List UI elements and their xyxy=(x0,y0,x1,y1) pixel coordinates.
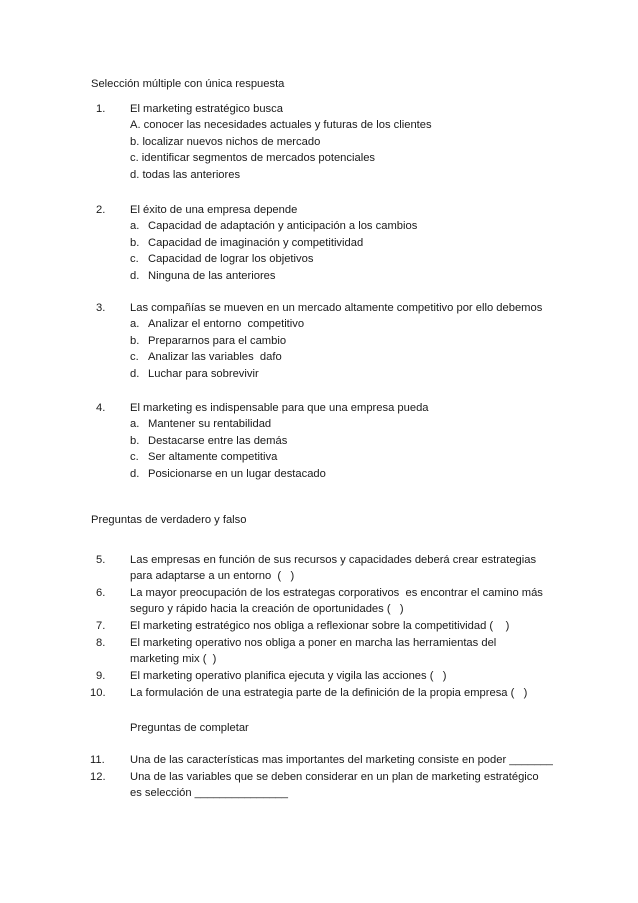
question-text: El éxito de una empresa depende xyxy=(130,204,298,216)
option-text: Ser altamente competitiva xyxy=(148,451,278,464)
question-text: El marketing es indispensable para que una empresa pueda xyxy=(130,402,429,414)
option-letter: b. xyxy=(130,236,140,249)
answer-option xyxy=(96,251,546,267)
answer-option xyxy=(96,416,546,432)
answer-option xyxy=(96,316,546,332)
question-10 xyxy=(90,685,546,701)
option-letter: c. xyxy=(130,351,139,364)
question-text: El marketing operativo nos obliga a poner en marcha las herramientas del marketing mix ( ) xyxy=(130,637,500,666)
question-text: La formulación de una estrategia parte de la definición de la propia empresa ( ) xyxy=(130,687,528,699)
answer-option: c. identificar segmentos de mercados potenciales xyxy=(130,152,376,165)
question-8 xyxy=(96,635,546,668)
question-number: 10. xyxy=(90,687,106,699)
question-number: 9. xyxy=(96,670,106,682)
answer-option xyxy=(96,218,546,234)
answer-option xyxy=(96,449,546,465)
question-number: 2. xyxy=(96,204,106,216)
question-number: 8. xyxy=(96,637,106,649)
question-number: 3. xyxy=(96,302,106,314)
question-number: 5. xyxy=(96,554,106,566)
question-text: El marketing estratégico busca xyxy=(130,103,283,115)
option-letter: d. xyxy=(130,367,140,380)
answer-option xyxy=(96,349,546,365)
option-letter: b. xyxy=(130,434,140,447)
question-4 xyxy=(96,400,546,482)
question-2 xyxy=(96,202,546,284)
question-text: La mayor preocupación de los estrategas corporativos es encontrar el camino más seguro y rápido hacia la creación de oportunidades ( ) xyxy=(130,587,547,616)
section-title-true-false: Preguntas de verdadero y falso xyxy=(91,514,247,526)
answer-option xyxy=(96,235,546,251)
question-text: Las empresas en función de sus recursos y capacidades deberá crear estrategias para adaptarse a un entorno ( ) xyxy=(130,554,540,583)
question-3 xyxy=(96,300,546,382)
answer-option xyxy=(96,268,546,284)
question-number: 6. xyxy=(96,587,106,599)
question-6 xyxy=(96,585,546,618)
question-7 xyxy=(96,618,546,634)
option-letter: b. xyxy=(130,334,140,347)
answer-option: b. localizar nuevos nichos de mercado xyxy=(130,135,321,148)
question-number: 7. xyxy=(96,620,106,632)
answer-option: d. todas las anteriores xyxy=(130,168,241,181)
option-text: Destacarse entre las demás xyxy=(148,434,288,447)
option-letter: d. xyxy=(130,467,140,480)
answer-option: A. conocer las necesidades actuales y futuras de los clientes xyxy=(130,119,432,132)
question-1 xyxy=(96,101,546,183)
question-number: 4. xyxy=(96,402,106,414)
answer-option xyxy=(96,333,546,349)
question-text: Una de las características mas importantes del marketing consiste en poder _______ xyxy=(130,754,553,766)
question-text: Una de las variables que se deben considerar en un plan de marketing estratégico es selección _______________ xyxy=(130,771,539,800)
question-text: Las compañías se mueven en un mercado altamente competitivo por ello debemos xyxy=(130,302,543,314)
question-number: 1. xyxy=(96,103,106,115)
answer-option xyxy=(96,466,546,482)
answer-option xyxy=(96,366,546,382)
option-letter: c. xyxy=(130,253,139,266)
option-text: Capacidad de adaptación y anticipación a los cambios xyxy=(148,220,418,233)
option-text: Prepararnos para el cambio xyxy=(148,334,287,347)
option-letter: a. xyxy=(130,418,140,431)
question-number: 12. xyxy=(90,771,106,783)
question-11 xyxy=(90,752,553,768)
option-text: Ninguna de las anteriores xyxy=(148,269,276,282)
option-text: Capacidad de lograr los objetivos xyxy=(148,253,314,266)
section-title-multiple-choice: Selección múltiple con única respuesta xyxy=(91,78,285,90)
option-letter: c. xyxy=(130,451,139,464)
option-letter: a. xyxy=(130,318,140,331)
option-text: Luchar para sobrevivir xyxy=(148,367,259,380)
question-5 xyxy=(96,552,546,585)
option-text: Analizar el entorno competitivo xyxy=(148,318,305,331)
question-9 xyxy=(96,668,546,684)
question-text: El marketing estratégico nos obliga a reflexionar sobre la competitividad ( ) xyxy=(130,620,510,632)
option-letter: d. xyxy=(130,269,140,282)
question-text: El marketing operativo planifica ejecuta y vigila las acciones ( ) xyxy=(130,670,447,682)
option-letter: a. xyxy=(130,220,140,233)
option-text: Capacidad de imaginación y competitividad xyxy=(148,236,364,249)
question-number: 11. xyxy=(90,754,105,766)
option-text: Analizar las variables dafo xyxy=(148,351,282,364)
option-text: Posicionarse en un lugar destacado xyxy=(148,467,326,480)
answer-option xyxy=(96,433,546,449)
section-title-fill-in: Preguntas de completar xyxy=(130,722,249,734)
question-12 xyxy=(90,769,546,802)
option-text: Mantener su rentabilidad xyxy=(148,418,272,431)
